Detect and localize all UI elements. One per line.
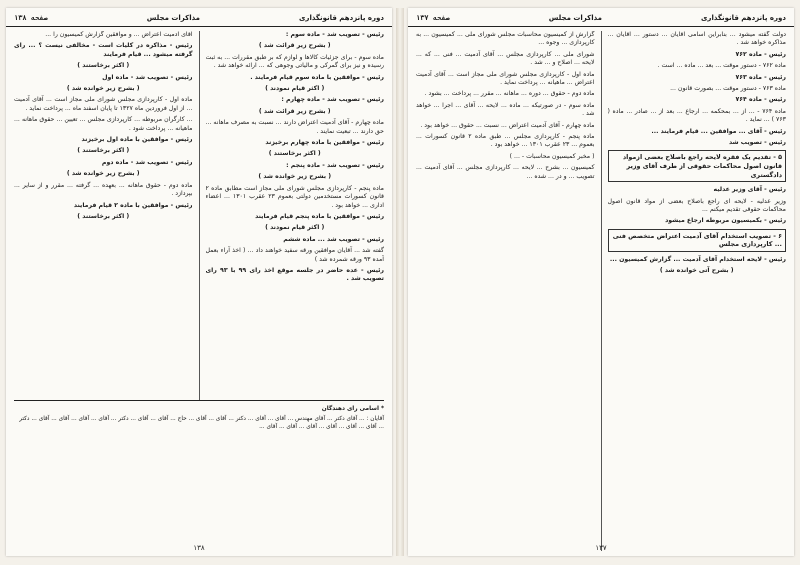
paragraph: ماده سوم - در صورتیکه ... ماده ... لایحه ... آقای ... اجرا ... خواهد شد . (416, 101, 595, 118)
left-column-b (14, 31, 193, 401)
speaker-line: رئیس - مذاکره در کلیات است - مخالفی نیست ؟ ... رای گرفته میشود ... قیام فرمایند (14, 42, 193, 58)
paragraph: ماده دوم - حقوق ... دوره ... ماهانه ... مقرر ... پرداخت ... بشود . (424, 90, 595, 98)
speaker-line: رئیس - بکمیسیون مربوطه ارجاع میشود (665, 217, 786, 225)
procedural-note: ( بشرح آتی خوانده شد ) (659, 267, 734, 275)
left-page-footer-number: ۱۳۸ (193, 544, 205, 552)
paragraph: ماده سوم - برای جزئیات کالاها و لوازم که بر طبق مقررات ... به ثبت رسیده و نیز برای گمرکی و مالیاتی وجوهی که ... ارائه خواهد شد . (205, 53, 384, 70)
speaker-line: رئیس - تصویب شد (728, 139, 786, 147)
paragraph: وزیر عدلیه - لایحه ای راجع باصلاح بعضی از مواد قانون اصول محاکمات حقوقی تقدیم میکنم ... (607, 197, 786, 214)
speaker-line: رئیس - آقای ... موافقین ... قیام فرمایند ... (651, 127, 786, 135)
footnote-title: * اسامی رای دهندگان (321, 406, 384, 412)
speaker-line: رئیس - تصویب شد - ماده چهارم : (281, 96, 384, 104)
paragraph: ماده پنجم - کارپردازی مجلس ... طبق ماده ۲ قانون کسورات ... بعموم ... ۲۳ عقرب ۱۳۰۱ ... خواهد بود . (416, 133, 595, 149)
paragraph: ... کارگران مربوطه ... کارپردازی مجلس ... تعیین ... حقوق ماهانه ... ماهیانه ... پرداخت شود . (14, 116, 193, 132)
left-page-header (6, 8, 392, 27)
paragraph: آقای آدمیت اعتراض ... و موافقین گزارش کمیسیون را ... (45, 31, 193, 38)
right-header-session: دوره پانزدهم قانونگذاری (701, 14, 786, 22)
paragraph: ماده اول - کارپردازی مجلس شورای ملی مجاز است ... آقای آدمیت اعتراض ... ماهیانه ... پرداخت نماید . (416, 70, 595, 87)
paragraph: ماده اول - کارپردازی مجلس شورای ملی مجاز است ... آقای آدمیت ... از اول فروردین ماه ۱۳۲۷ تا پایان اسفند ماه ... پرداخت نماید . (14, 96, 193, 112)
paragraph: ماده ۷۶۲ - دستور موقت ... بعد ... ماده ... است . (657, 62, 786, 70)
speaker-line: رئیس - موافقین با ماده سوم قیام فرمایند . (250, 73, 384, 81)
procedural-note: ( اکثر قیام نمودند ) (265, 224, 325, 232)
speaker-line: رئیس - ماده ۷۶۲ (735, 50, 786, 58)
speaker-line: رئیس - تصویب شد - ماده اول (102, 73, 193, 81)
paragraph: ماده دوم - حقوق ماهانه ... بعهده ... گرفته ... مقرر و از سایر ... بپردازد . (14, 181, 193, 198)
section-heading: ۶ - تصویب استخدام آقای آدمیت اعتراض متخصص فنی ... کارپردازی مجلس (608, 229, 787, 252)
speaker-line: رئیس - موافقین با ماده پنجم قیام فرمایند (255, 212, 384, 220)
speaker-line: رئیس - تصویب شد ... ماده ششم (283, 235, 384, 243)
paragraph: کمیسیون ... بشرح ... لایحه ... کارپردازی مجلس ... آقای آدمیت ... تصویب ... و در ... شده ... (416, 164, 595, 180)
book-gutter (396, 8, 404, 556)
speaker-line: رئیس - تصویب شد - ماده سوم : (285, 31, 384, 38)
right-header-page-number: صفحه ۱۳۷ (416, 14, 450, 22)
speaker-line: رئیس - تصویب شد - ماده دوم (101, 158, 193, 166)
left-header-title: مذاکرات مجلس (146, 14, 200, 22)
procedural-note: ( بشرح زیر قرائت شد ) (258, 42, 331, 50)
procedural-note: ( بشرح زیر خوانده شد ) (258, 173, 332, 181)
procedural-note: ( اکثر قیام نمودند ) (265, 85, 325, 93)
paragraph: ماده پنجم - کارپردازی مجلس شورای ملی مجاز است مطابق ماده ۲ قانون کسورات مستخدمین دولتی بعموم ۲۳ عقرب ۱۳۰۱ ... اعضاء اداری ... خواهد بود . (205, 184, 384, 209)
right-header-title: مذاکرات مجلس (548, 14, 602, 22)
left-header-session: دوره پانزدهم قانونگذاری (299, 14, 384, 22)
procedural-note: ( اکثر برخاستند ) (268, 150, 321, 158)
procedural-note: ( اکثر برخاستند ) (77, 62, 130, 70)
right-page-columns (408, 27, 794, 551)
speaker-line: رئیس - تصویب شد - ماده پنجم : (286, 161, 384, 169)
left-page-footnotes (14, 400, 384, 431)
paragraph: ماده ۷۶۴ - ... از ... بمحکمه ... ارجاع ... بعد از ... صادر ... ماده ( ۷۶۳ ) ... نماید . (607, 107, 786, 124)
speaker-line: رئیس - موافقین با ماده چهارم برخیزند (265, 139, 384, 147)
speaker-line: رئیس - عده حاضر در جلسه موقع اخذ رای ۹۹ با ۹۳ رای تصویب شد . (205, 266, 384, 283)
speaker-line: رئیس - لایحه استخدام آقای آدمیت ... گزارش کمیسیون ... (609, 256, 786, 264)
left-page-columns (6, 27, 392, 401)
paragraph: ماده چهارم - آقای آدمیت اعتراض ... نسبت ... حقوق ... خواهد بود . (420, 121, 595, 129)
procedural-note: ( بشرح زیر قرائت شد ) (258, 107, 331, 115)
procedural-note: ( بشرح زیر خوانده شد ) (66, 85, 140, 93)
left-column-a (206, 31, 385, 401)
paragraph: ماده ۷۶۳ - دستور موقت ... بصورت قانون ... (670, 85, 786, 93)
paragraph: گزارش از کمیسیون محاسبات مجلس شورای ملی ... کمیسیون ... به کارپردازی ... وجوه ... (416, 31, 595, 47)
procedural-note: ( اکثر برخاستند ) (77, 212, 130, 220)
left-page (6, 8, 392, 556)
right-page-footer-number: ۱۳۷ (595, 544, 607, 552)
paragraph: دولت گفته میشود ... بنابراین اسامی آقایان ... دستور ... آقایان ... مذاکره خواهد شد . (607, 31, 786, 47)
right-column-a (608, 31, 787, 551)
column-divider (601, 31, 602, 551)
procedural-note: ( بشرح زیر خوانده شد ) (66, 170, 140, 178)
speaker-line: رئیس - آقای وزیر عدلیه (713, 186, 786, 194)
speaker-line: رئیس - موافقین با ماده ۲ قیام فرمایند (73, 201, 193, 209)
right-page (408, 8, 794, 556)
footnote-text: آقایان : ... آقای دکتر ... آقای مهندس ... آقای ... آقای ... دکتر ... آقای ... آقای ... حاج ... آقای ... آقای ... دکتر ... آقای ... آقای ... آقای ... آقای ... دکتر ... آقای ... آقای ... آقای ... آقای ... آقای ... آقای ... (19, 416, 384, 430)
speaker-line: رئیس - ماده ۷۶۴ (735, 96, 786, 104)
right-column-b (416, 31, 595, 551)
column-divider (199, 31, 200, 401)
left-header-page-number: صفحه ۱۳۸ (14, 14, 48, 22)
right-page-header (408, 8, 794, 27)
speaker-line: رئیس - ماده ۷۶۳ (735, 73, 786, 81)
procedural-note: ( اکثر برخاستند ) (77, 147, 130, 155)
paragraph: ( مخبر کمیسیون محاسبات - ... ) (509, 152, 595, 160)
paragraph: ماده چهارم - آقای آدمیت اعتراض دارند ... نسبت به مصرف ماهانه ... حق دارند ... تبعیت نمایند . (205, 119, 384, 135)
speaker-line: رئیس - موافقین با ماده اول برخیزند (81, 136, 193, 144)
paragraph: شورای ملی ... کارپردازی مجلس ... آقای آدمیت ... فنی ... که ... لایحه ... اصلاح و ... شد . (416, 50, 595, 67)
section-heading: ۵ - تقدیم یک فقره لایحه راجع باصلاح بعضی ازمواد قانون اصول محاکمات حقوقی از طرف آقای وزیر دادگستری (608, 150, 787, 182)
paragraph: گفته شد ... آقایان موافقین ورقه سفید خواهند داد ... ( اخذ آراء بعمل آمده ۹۳ ورقه شمرده شد ) (205, 247, 384, 263)
